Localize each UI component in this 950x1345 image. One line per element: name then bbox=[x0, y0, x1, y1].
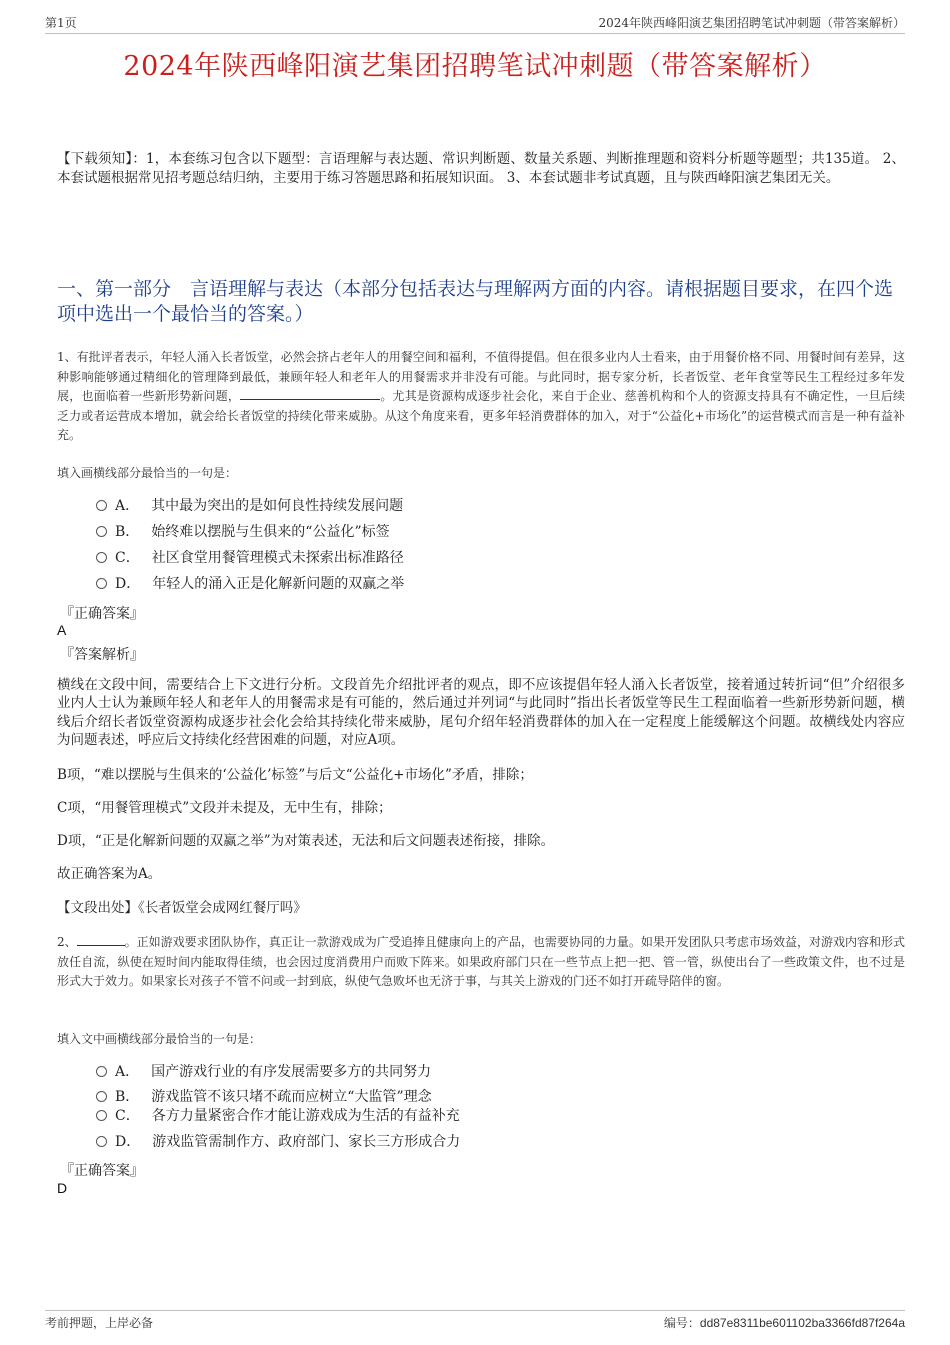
answer-blank bbox=[77, 933, 125, 946]
question-2-answer-label: 『正确答案』 bbox=[60, 1163, 144, 1179]
question-2-number: 2、 bbox=[57, 935, 77, 949]
radio-icon[interactable] bbox=[96, 1136, 107, 1147]
question-2-text bbox=[57, 933, 905, 992]
radio-icon[interactable] bbox=[96, 500, 107, 511]
option-text: 始终难以摆脱与生俱来的“公益化”标签 bbox=[151, 524, 390, 540]
option-letter: C． bbox=[115, 550, 140, 566]
question-1-analysis-b: B项，“难以摆脱与生俱来的‘公益化’标签”与后文“公益化+市场化”矛盾，排除； bbox=[57, 767, 533, 783]
footer-code bbox=[664, 1314, 905, 1331]
header-rule bbox=[45, 33, 905, 34]
question-1-text-before: 1、有批评者表示，年轻人涌入长者饭堂，必然会挤占老年人的用餐空间和福利，不值得提倡。但在很多业内人士看来，由于用餐价格不同、用餐时间有差异，这种影响能够通过精细化的管理降到最低，兼顾年轻人和老年人的用餐需求并非没有可能。与此同时，据专家分析，长者饭堂、老年食堂等民生工程经过多年发展，也面临着一些新形势新问题， bbox=[57, 350, 905, 404]
answer-blank bbox=[240, 387, 380, 400]
question-1-analysis-c: C项，“用餐管理模式”文段并未提及，无中生有，排除； bbox=[57, 800, 392, 816]
question-2-body: 。正如游戏要求团队协作，真正让一款游戏成为广受追捧且健康向上的产品，也需要协同的力量。如果开发团队只考虑市场效益，对游戏内容和形式放任自流，纵使在短时间内能取得佳绩，也会因过度消费用户而败下阵来。如果政府部门只在一些节点上把一把、管一管，纵使出台了一些政策文件，也不过是形式大于效力。如果家长对孩子不管不问或一封到底，纵使气急败坏也无济于事，与其关上游戏的门还不如打开疏导陪伴的窗。 bbox=[57, 935, 905, 989]
footer-code-label: 编号： bbox=[663, 1316, 700, 1330]
option-text: 各方力量紧密合作才能让游戏成为生活的有益补充 bbox=[151, 1108, 460, 1124]
option-text: 社区食堂用餐管理模式未探索出标准路径 bbox=[151, 550, 404, 566]
option-letter: D． bbox=[115, 1134, 141, 1150]
question-1-prompt: 填入画横线部分最恰当的一句是： bbox=[57, 466, 238, 480]
option-text: 国产游戏行业的有序发展需要多方的共同努力 bbox=[151, 1064, 432, 1080]
question-2-option-d[interactable] bbox=[96, 1133, 460, 1151]
question-1-option-d[interactable] bbox=[96, 575, 404, 593]
option-text: 游戏监管需制作方、政府部门、家长三方形成合力 bbox=[152, 1134, 461, 1150]
question-2-option-a[interactable] bbox=[96, 1063, 431, 1081]
radio-icon[interactable] bbox=[96, 1110, 107, 1121]
question-2-prompt: 填入文中画横线部分最恰当的一句是： bbox=[57, 1032, 262, 1046]
question-1-analysis-label: 『答案解析』 bbox=[60, 647, 144, 663]
question-1-option-a[interactable] bbox=[96, 497, 403, 515]
radio-icon[interactable] bbox=[96, 1066, 107, 1077]
option-letter: B． bbox=[115, 1089, 140, 1105]
question-1-option-b[interactable] bbox=[96, 523, 390, 541]
option-letter: B． bbox=[115, 524, 140, 540]
question-1-text-after: 。尤其是资源构成逐步社会化，来自于企业、慈善机构和个人的资源支持具有不确定性，一旦后续乏力或者运营成本增加，就会给长者饭堂的持续化带来威胁。从这个角度来看，更多年轻消费群体的加入，对于“公益化+市场化”的运营模式而言是一种有益补充。 bbox=[57, 389, 905, 443]
option-text: 年轻人的涌入正是化解新问题的双赢之举 bbox=[152, 576, 405, 592]
question-2-option-b[interactable] bbox=[96, 1088, 432, 1106]
page-number: 第1页 bbox=[45, 16, 77, 30]
radio-icon[interactable] bbox=[96, 552, 107, 563]
page-title: 2024年陕西峰阳演艺集团招聘笔试冲刺题（带答案解析） bbox=[123, 51, 827, 82]
radio-icon[interactable] bbox=[96, 1091, 107, 1102]
option-text: 其中最为突出的是如何良性持续发展问题 bbox=[151, 498, 404, 514]
question-1-text bbox=[57, 348, 905, 446]
footer-rule bbox=[45, 1310, 905, 1311]
footer-code-value: dd87e8311be601102ba3366fd87f264a bbox=[699, 1316, 905, 1330]
footer-slogan: 考前押题，上岸必备 bbox=[45, 1316, 154, 1330]
header-doc-title: 2024年陕西峰阳演艺集团招聘笔试冲刺题（带答案解析） bbox=[598, 16, 905, 30]
option-letter: A． bbox=[115, 1064, 140, 1080]
option-letter: D． bbox=[115, 576, 141, 592]
question-2-answer: D bbox=[57, 1180, 68, 1196]
question-2-option-c[interactable] bbox=[96, 1107, 460, 1125]
question-1-analysis-main: 横线在文段中间，需要结合上下文进行分析。文段首先介绍批评者的观点，即不应该提倡年轻人涌入长者饭堂，接着通过转折词“但”介绍很多业内人士认为兼顾年轻人和老年人的用餐需求是有可能的，然后通过并列词“与此同时”指出长者饭堂等民生工程面临着一些新形势新问题，横线后介绍长者饭堂资源构成逐步社会化会给其持续化带来威胁，尾句介绍年轻消费群体的加入在一定程度上能缓解这个问题。故横线处内容应为问题表述，呼应后文持续化经营困难的问题，对应A项。 bbox=[57, 677, 905, 748]
option-letter: C． bbox=[115, 1108, 140, 1124]
section-heading: 一、第一部分 言语理解与表达（本部分包括表达与理解两方面的内容。请根据题目要求，在四个选项中选出一个最恰当的答案。） bbox=[57, 278, 894, 325]
question-1-analysis-d: D项，“正是化解新问题的双赢之举”为对策表述，无法和后文问题表述衔接，排除。 bbox=[57, 833, 555, 849]
radio-icon[interactable] bbox=[96, 526, 107, 537]
option-letter: A． bbox=[115, 498, 140, 514]
download-notice: 【下载须知】：1，本套练习包含以下题型：言语理解与表达题、常识判断题、数量关系题、判断推理题和资料分析题等题型；共135道。 2、本套试题根据常见招考题总结归纳，主要用于练习答题思路和拓展知识面。 3、本套试题非考试真题，且与陕西峰阳演艺集团无关。 bbox=[57, 151, 905, 186]
question-1-option-c[interactable] bbox=[96, 549, 404, 567]
question-1-answer-label: 『正确答案』 bbox=[60, 606, 144, 622]
question-1-source: 【文段出处】《长者饭堂会成网红餐厅吗》 bbox=[57, 900, 307, 916]
question-1-answer: A bbox=[57, 622, 67, 638]
question-1-conclusion: 故正确答案为A。 bbox=[57, 866, 162, 882]
option-text: 游戏监管不该只堵不疏而应树立“大监管”理念 bbox=[151, 1089, 432, 1105]
radio-icon[interactable] bbox=[96, 578, 107, 589]
